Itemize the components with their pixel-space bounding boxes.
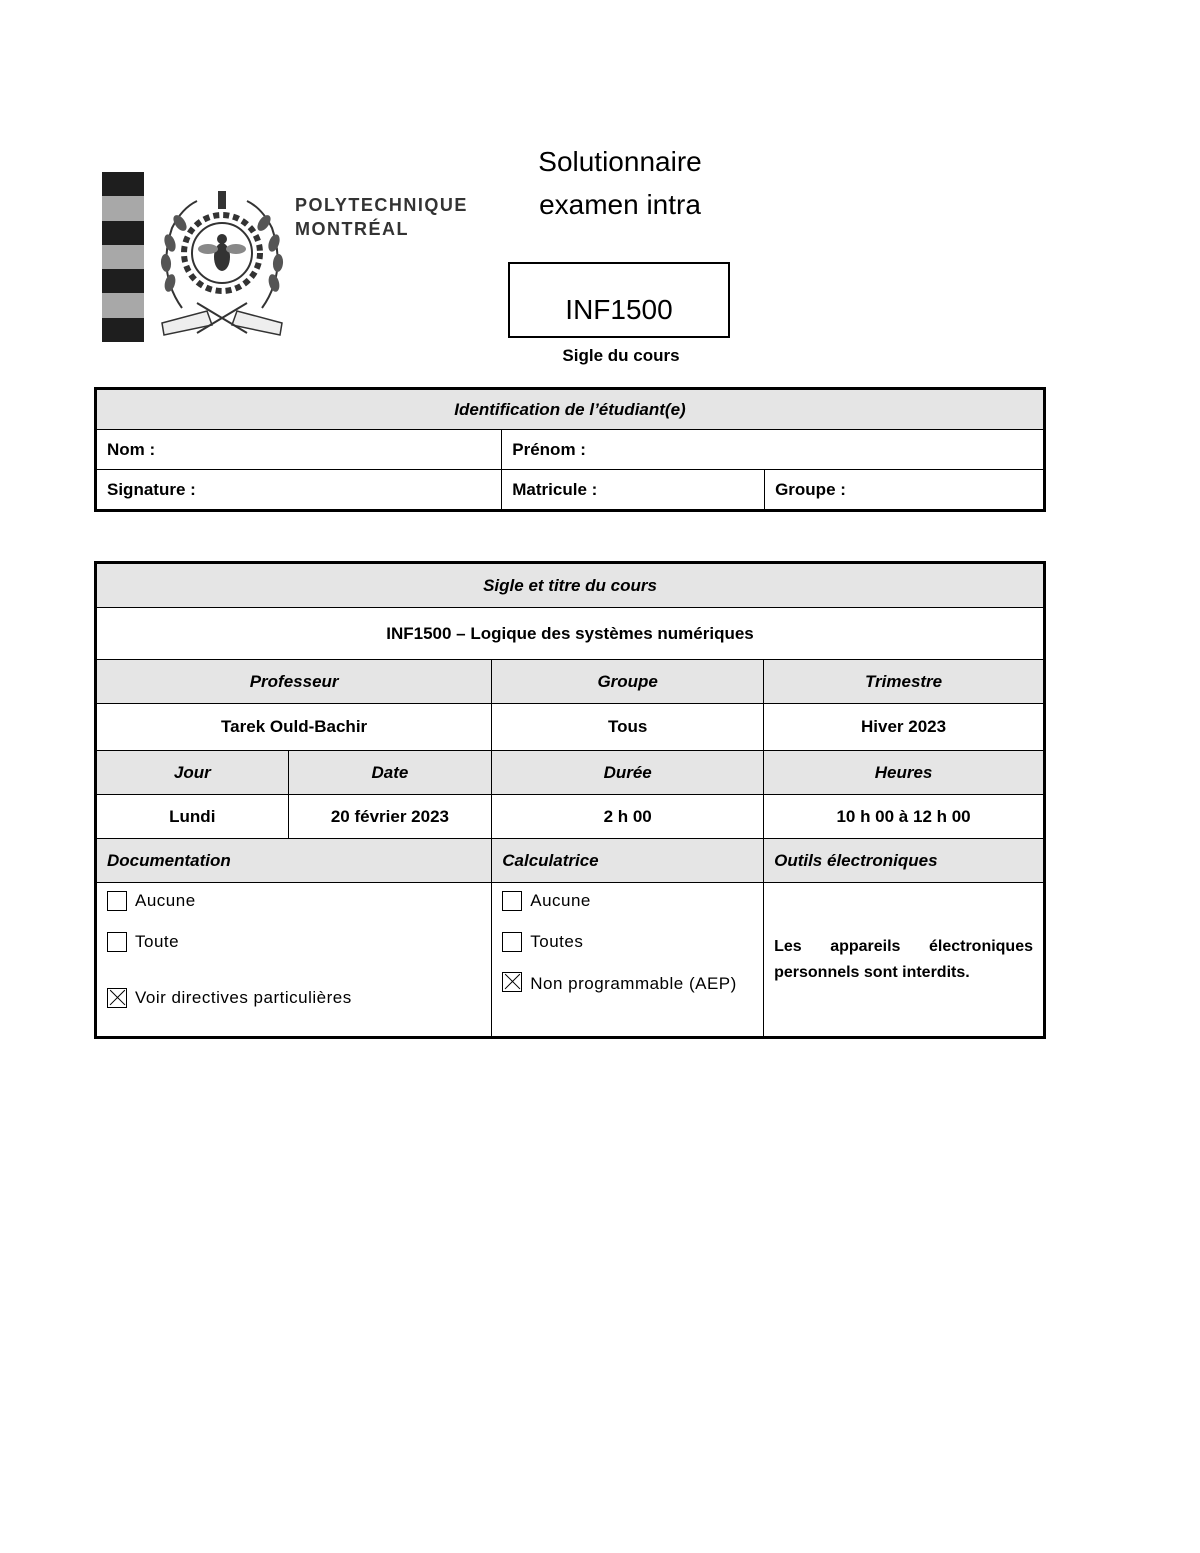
jour-label: Jour — [96, 751, 289, 795]
course-code-label: Sigle du cours — [562, 346, 680, 365]
calculatrice-option-non-programmable[interactable]: Non programmable (AEP) — [502, 970, 753, 998]
calculatrice-options — [492, 883, 764, 1038]
prenom-field[interactable]: Prénom : — [502, 430, 1045, 470]
course-heading: Sigle et titre du cours — [96, 563, 1045, 608]
checkbox-icon[interactable] — [502, 932, 522, 952]
checkbox-checked-icon[interactable] — [107, 988, 127, 1008]
trimestre-label: Trimestre — [764, 660, 1045, 704]
professeur-label: Professeur — [96, 660, 492, 704]
identification-heading: Identification de l’étudiant(e) — [96, 389, 1045, 430]
checkbox-checked-icon[interactable] — [502, 972, 522, 992]
checkbox-icon[interactable] — [502, 891, 522, 911]
checkbox-icon[interactable] — [107, 932, 127, 952]
heures-label: Heures — [764, 751, 1045, 795]
logo-wordmark: POLYTECHNIQUE MONTRÉAL — [295, 195, 468, 239]
documentation-option-directives[interactable]: Voir directives particulières — [107, 984, 481, 1012]
course-title: INF1500 – Logique des systèmes numériques — [96, 608, 1045, 660]
outils-label: Outils électroniques — [764, 839, 1045, 883]
outils-text: Les appareils électroniques personnels sont interdits. — [764, 883, 1045, 1038]
documentation-options — [96, 883, 492, 1038]
date-value: 20 février 2023 — [288, 795, 492, 839]
matricule-field[interactable]: Matricule : — [502, 470, 765, 511]
groupe-field[interactable]: Groupe : — [765, 470, 1045, 511]
calculatrice-option-toutes[interactable]: Toutes — [502, 928, 753, 956]
heures-value: 10 h 00 à 12 h 00 — [764, 795, 1045, 839]
nom-field[interactable]: Nom : — [96, 430, 502, 470]
calculatrice-option-aucune[interactable]: Aucune — [502, 887, 753, 915]
trimestre-value: Hiver 2023 — [764, 704, 1045, 751]
date-label: Date — [288, 751, 492, 795]
documentation-label: Documentation — [96, 839, 492, 883]
course-info-table — [94, 561, 1046, 1039]
checkbox-icon[interactable] — [107, 891, 127, 911]
document-title: Solutionnaire examen intra — [538, 146, 702, 220]
groupe-value: Tous — [492, 704, 764, 751]
seal-icon — [152, 183, 292, 343]
jour-value: Lundi — [96, 795, 289, 839]
groupe-label: Groupe — [492, 660, 764, 704]
student-identification-table — [94, 387, 1046, 512]
duree-label: Durée — [492, 751, 764, 795]
calculatrice-label: Calculatrice — [492, 839, 764, 883]
professeur-value: Tarek Ould-Bachir — [96, 704, 492, 751]
duree-value: 2 h 00 — [492, 795, 764, 839]
signature-field[interactable]: Signature : — [96, 470, 502, 511]
logo-bars — [102, 172, 144, 342]
course-code-box: INF1500 — [508, 262, 730, 338]
institution-logo — [102, 168, 467, 344]
documentation-option-toute[interactable]: Toute — [107, 928, 481, 956]
documentation-option-aucune[interactable]: Aucune — [107, 887, 481, 915]
